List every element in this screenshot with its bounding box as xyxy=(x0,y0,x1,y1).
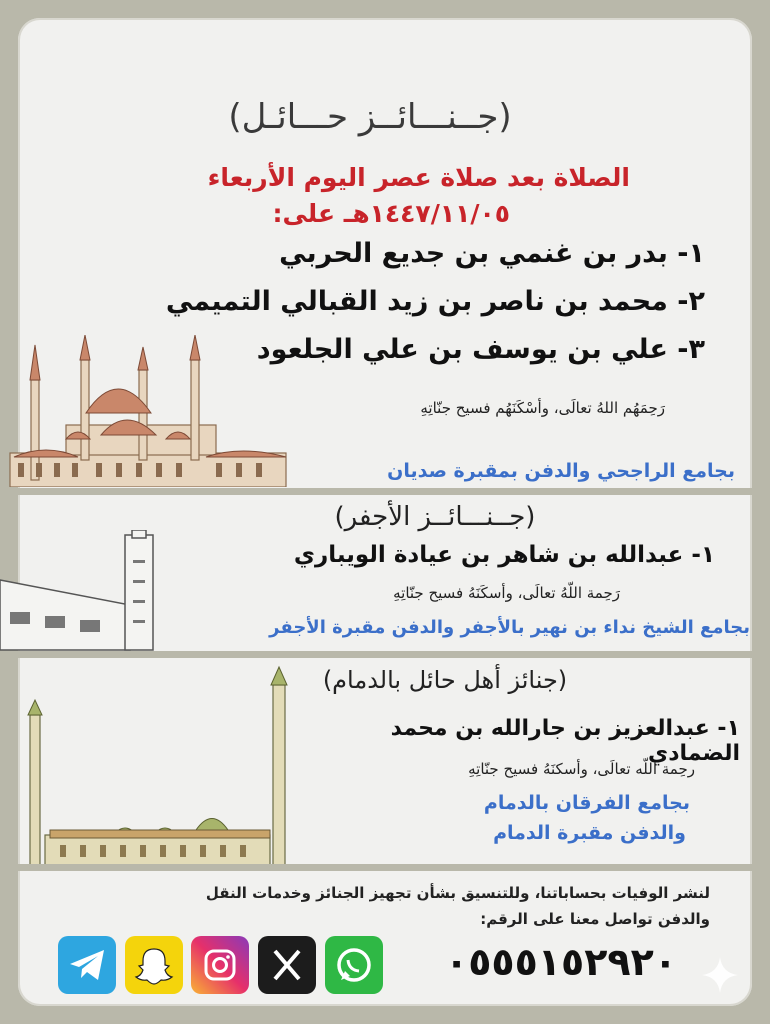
section2-dua: رَحِمة اللّهُ تعالَى، وأسكَنَهُ فسيح جنّاتِهِ xyxy=(393,584,620,602)
section1-name-3: ٣- علي بن يوسف بن علي الجلعود xyxy=(256,334,705,365)
mosque-illustration-1 xyxy=(6,335,291,487)
section-divider-3 xyxy=(0,864,770,871)
section2-title: (جــنـــائــز الأجفر) xyxy=(334,502,536,532)
section2-name: ١- عبدالله بن شاهر بن عيادة الويباري xyxy=(293,542,715,568)
sparkle-icon xyxy=(700,955,740,995)
section1-dua: رَحِمَهُم اللهُ تعالَى، وأسْكَنَهُم فسيح جنّاتِهِ xyxy=(420,399,665,417)
section1-location: بجامع الراجحي والدفن بمقبرة صديان xyxy=(387,460,735,482)
footer-text-line2: والدفن تواصل معنا على الرقم: xyxy=(480,910,710,928)
section3-name: ١- عبدالعزيز بن جارالله بن محمد الضمادي xyxy=(390,716,740,766)
x-icon[interactable] xyxy=(258,936,316,994)
section-divider-2 xyxy=(0,651,770,658)
snapchat-icon[interactable] xyxy=(125,936,183,994)
whatsapp-icon[interactable] xyxy=(325,936,383,994)
phone-number[interactable]: ٠٥٥٥١٥٢٩٢٠ xyxy=(445,940,677,984)
section1-name-2: ٢- محمد بن ناصر بن زيد القبالي التميمي xyxy=(165,286,705,317)
section3-location-line2: والدفن مقبرة الدمام xyxy=(493,822,686,844)
telegram-icon[interactable] xyxy=(58,936,116,994)
instagram-icon[interactable] xyxy=(191,936,249,994)
section1-title: (جــنـــائــز حـــائـل) xyxy=(228,97,512,137)
section3-location-line1: بجامع الفرقان بالدمام xyxy=(483,792,690,814)
building-illustration-2 xyxy=(0,530,165,652)
section1-prayer-line2: ١٤٤٧/١١/٠٥هـ على: xyxy=(272,199,510,228)
mosque-illustration-3 xyxy=(20,665,300,865)
section1-name-1: ١- بدر بن غنمي بن جديع الحربي xyxy=(279,238,705,269)
section3-title: (جنائز أهل حائل بالدمام) xyxy=(322,666,568,694)
section2-location: بجامع الشيخ نداء بن نهير بالأجفر والدفن مقبرة الأجفر xyxy=(269,617,750,638)
section-divider-1 xyxy=(0,488,770,495)
footer-text-line1: لنشر الوفيات بحساباتنا، وللتنسيق بشأن تجهيز الجنائز وخدمات النقل xyxy=(205,884,710,902)
section3-dua: رحِمة اللّه تعالَى، وأسكنَهُ فسيح جنّاتِهِ xyxy=(468,760,695,778)
section1-prayer-line1: الصلاة بعد صلاة عصر اليوم الأربعاء xyxy=(207,163,630,192)
